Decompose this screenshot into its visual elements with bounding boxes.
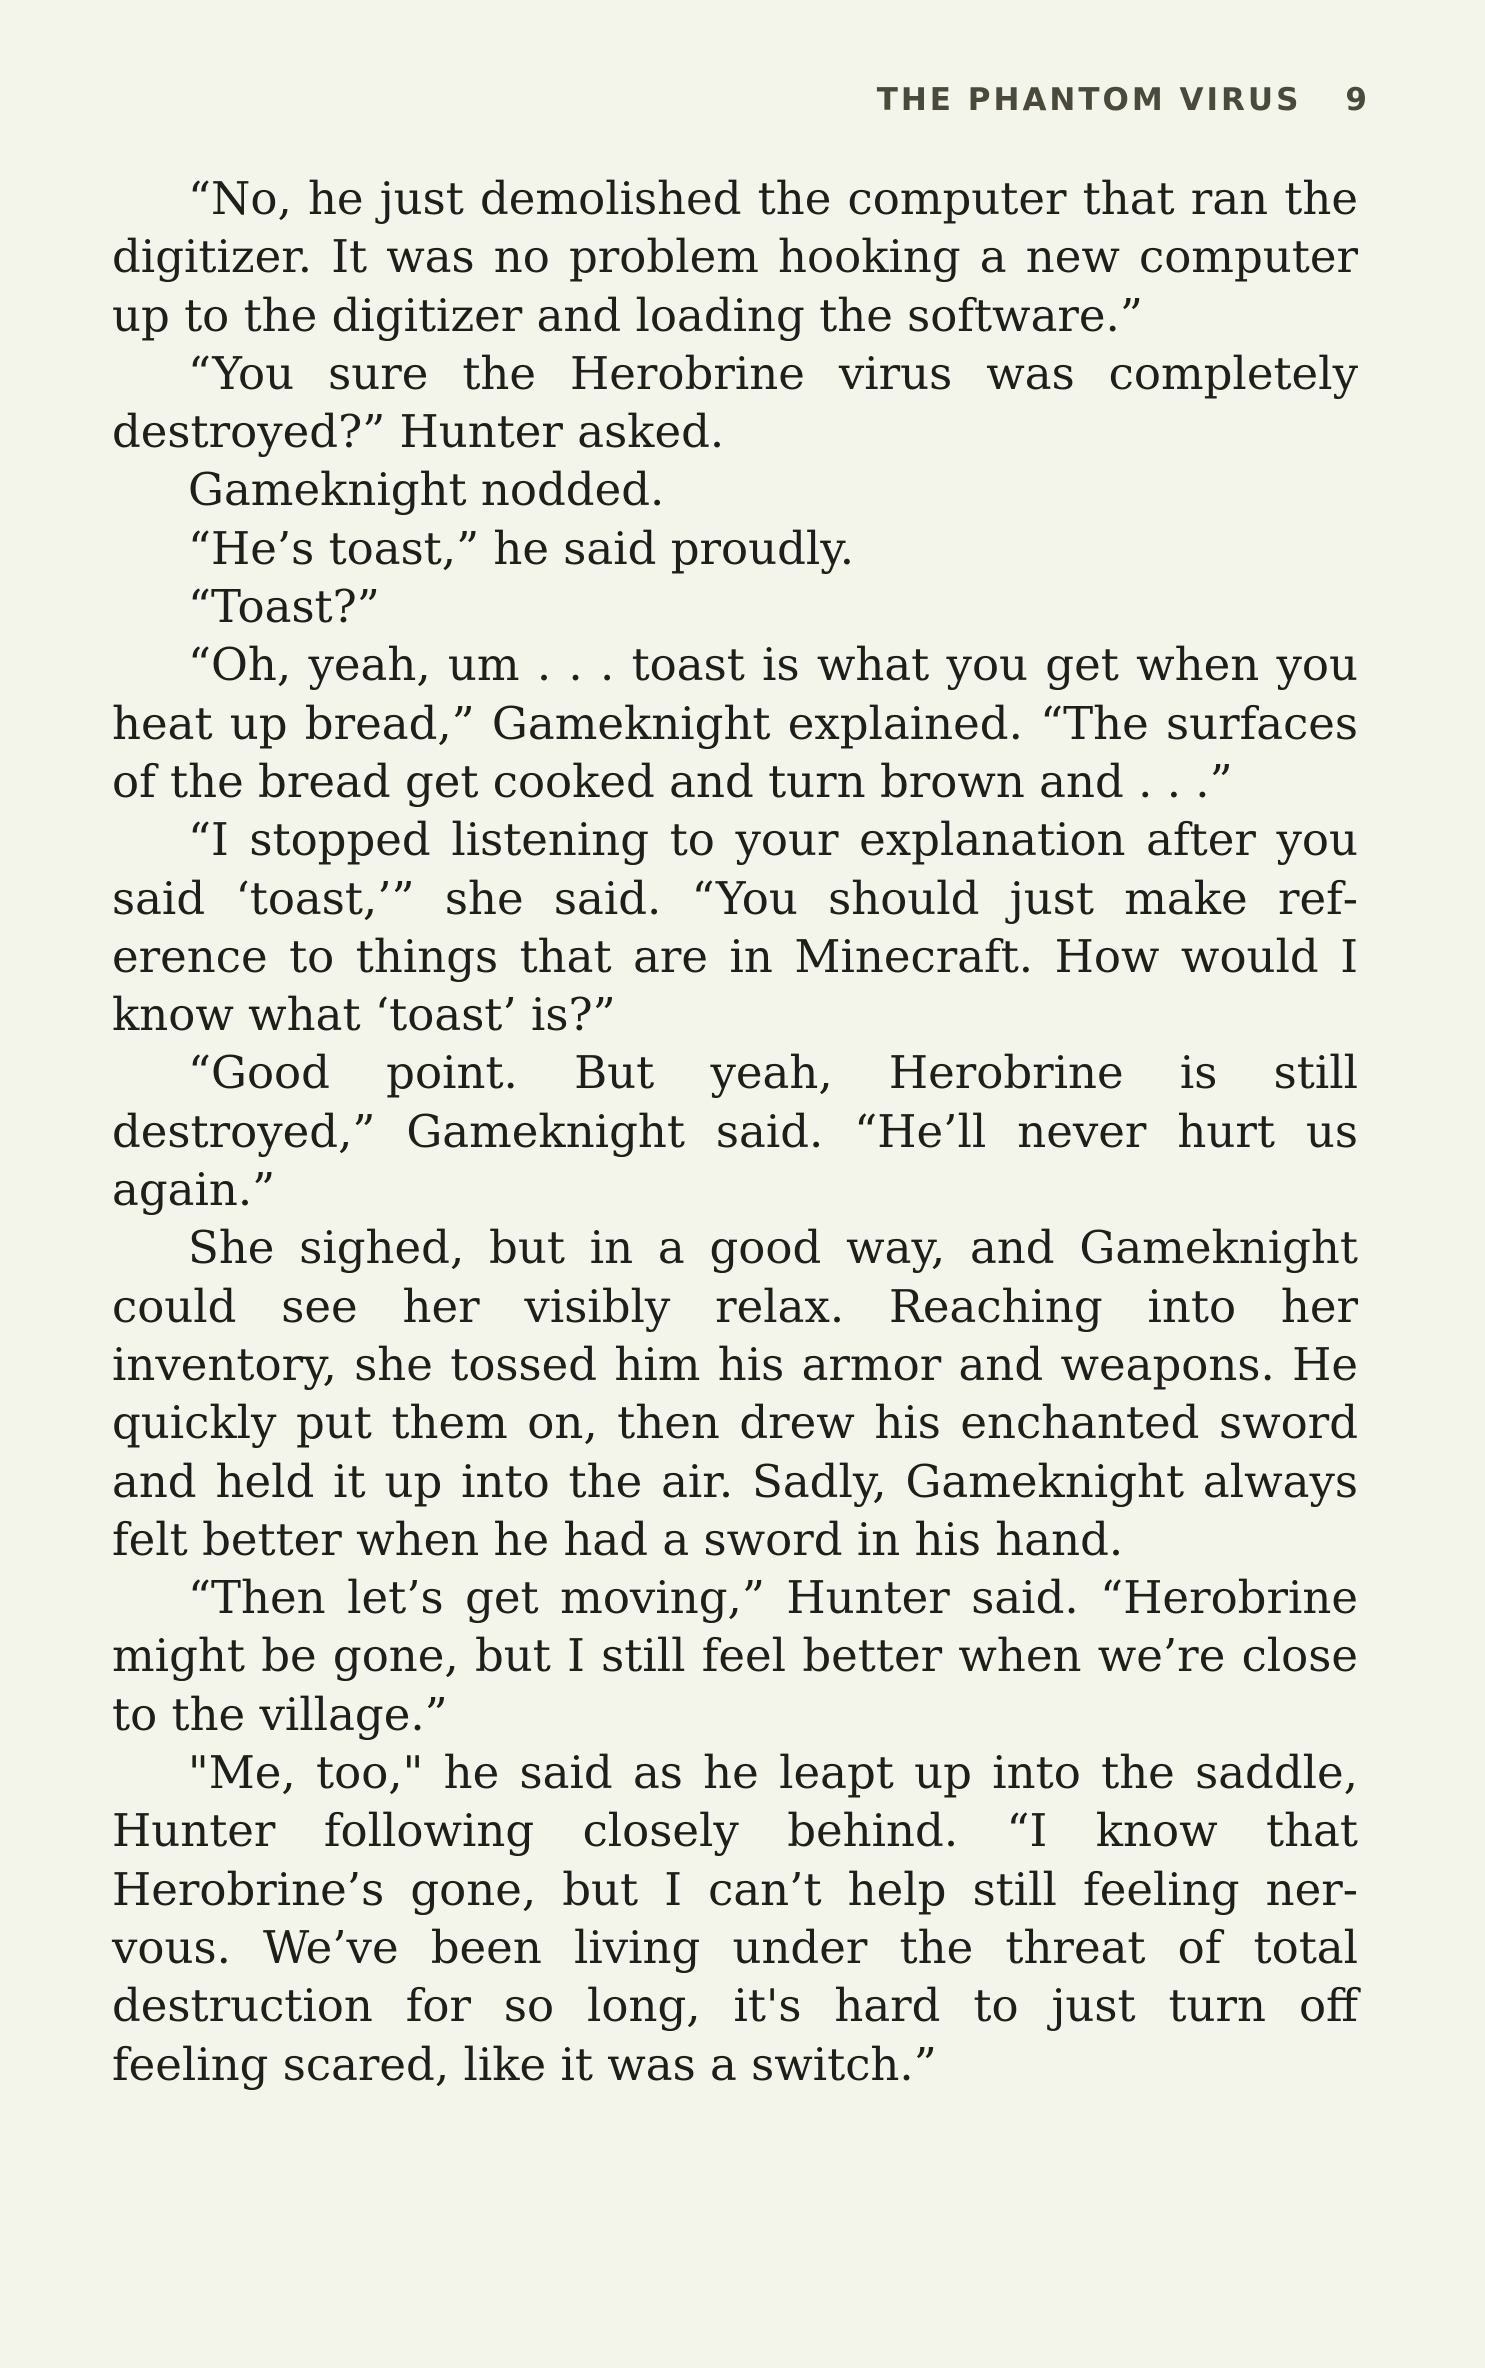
- paragraph: Gameknight nodded.: [188, 463, 665, 517]
- running-header: [877, 82, 1367, 118]
- paragraph: She sighed, but in a good way, and Gameknight could see her visibly relax. Reaching into her inventory, she tossed him his armor and weapons. He quickly put them on, then drew his enchanted sword and held it up into the air. Sadly, Gameknight always felt better when he had a sword in his hand.: [112, 1221, 1358, 1566]
- paragraph: “He’s toast,” he said proudly.: [188, 521, 855, 575]
- paragraph: “Oh, yeah, um . . . toast is what you get when you heat up bread,” Gameknight explained. “The surfaces of the bread get cooked and turn brown and . . .”: [112, 638, 1358, 808]
- paragraph: “Good point. But yeah, Herobrine is still destroyed,” Gameknight said. “He’ll never hurt us again.”: [112, 1046, 1358, 1217]
- paragraph: “You sure the Herobrine virus was completely destroyed?” Hunter asked.: [112, 346, 1358, 459]
- paragraph: “Then let’s get moving,” Hunter said. “Herobrine might be gone, but I still feel better when we’re close to the village.”: [112, 1571, 1358, 1741]
- paragraph: "Me, too," he said as he leapt up into the saddle, Hunter following closely behind. “I know that Herobrine’s gone, but I can’t help still feeling nervous. We’ve been living under the threat of total destruction for so long, it's hard to just turn off feeling scared, like it was a switch.”: [112, 1746, 1358, 2091]
- book-title: THE PHANTOM VIRUS: [876, 82, 1302, 118]
- paragraph: “No, he just demolished the computer that ran the digitizer. It was no problem hooking a new computer up to the digitizer and loading the software.”: [112, 172, 1358, 342]
- paragraph: “I stopped listening to your explanation after you said ‘toast,’” she said. “You should just make reference to things that are in Minecraft. How would I know what ‘toast’ is?”: [112, 813, 1358, 1042]
- page-number: 9: [1345, 82, 1367, 118]
- body-text: [112, 170, 1358, 2094]
- paragraph: “Toast?”: [188, 580, 380, 634]
